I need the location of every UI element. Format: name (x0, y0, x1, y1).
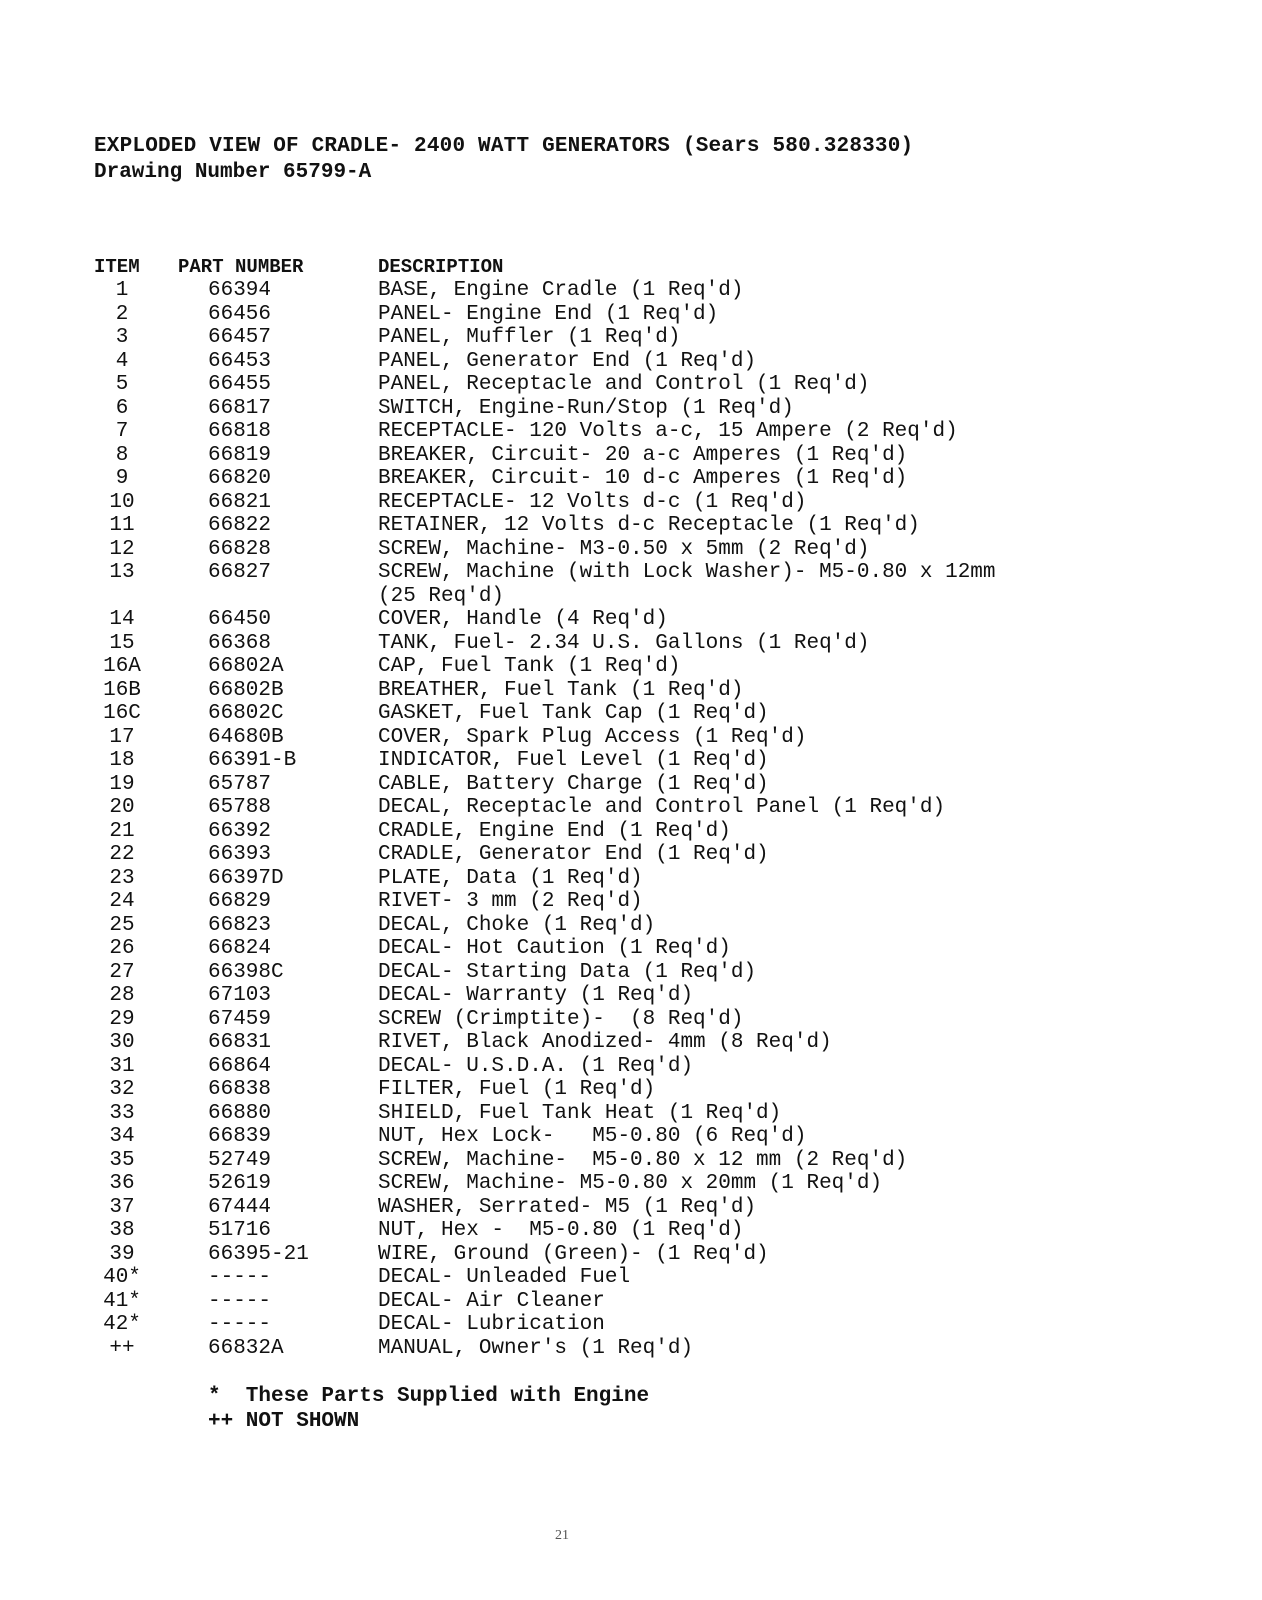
table-row (94, 843, 1214, 867)
table-row (94, 749, 1214, 773)
table-row (94, 326, 1214, 350)
part-description: COVER, Handle (4 Req'd) (378, 608, 668, 631)
item-number: 37 (109, 1195, 135, 1219)
part-description: FILTER, Fuel (1 Req'd) (378, 1078, 656, 1101)
part-number: 67444 (208, 1195, 272, 1219)
part-description: RIVET- 3 mm (2 Req'd) (378, 890, 643, 913)
item-number: 39 (109, 1242, 135, 1266)
part-description: INDICATOR, Fuel Level (1 Req'd) (378, 749, 769, 772)
part-number: ----- (208, 1266, 272, 1289)
table-row (94, 726, 1214, 750)
item-number: 29 (109, 1007, 135, 1031)
part-description: WASHER, Serrated- M5 (1 Req'd) (378, 1195, 757, 1219)
part-number: 66802C (208, 702, 284, 725)
table-row (94, 890, 1214, 914)
part-number: 64680B (208, 725, 284, 749)
part-number: 66821 (208, 490, 272, 514)
item-number: 4 (115, 349, 129, 373)
table-row (94, 1243, 1214, 1267)
part-description: DECAL- Starting Data (1 Req'd) (378, 960, 757, 984)
table-row (94, 1031, 1214, 1055)
table-row (94, 561, 1214, 608)
part-number: 66880 (208, 1101, 272, 1125)
part-number: 67103 (208, 984, 272, 1007)
item-number: 12 (109, 537, 135, 561)
table-row (94, 1172, 1214, 1196)
part-description: PLATE, Data (1 Req'd) (378, 866, 643, 890)
item-number: 13 (109, 561, 135, 584)
item-number: 28 (109, 984, 135, 1007)
table-row (94, 1219, 1214, 1243)
table-row (94, 1196, 1214, 1220)
footnotes (208, 1384, 649, 1434)
item-number: 5 (115, 373, 129, 396)
table-row (94, 303, 1214, 327)
part-number: 66823 (208, 913, 272, 937)
part-number: 66453 (208, 349, 272, 373)
part-description: BREATHER, Fuel Tank (1 Req'd) (378, 678, 744, 702)
item-number: 41* (103, 1289, 141, 1313)
table-row (94, 397, 1214, 421)
table-row (94, 514, 1214, 538)
table-row (94, 1149, 1214, 1173)
part-description: CRADLE, Generator End (1 Req'd) (378, 843, 769, 866)
item-number: 16A (103, 655, 141, 678)
table-row (94, 961, 1214, 985)
item-number: 23 (109, 866, 135, 890)
part-number: 66819 (208, 443, 272, 467)
column-header-part-number: PART NUMBER (178, 256, 304, 278)
part-description: NUT, Hex - M5-0.80 (1 Req'd) (378, 1219, 744, 1242)
part-number: 66839 (208, 1125, 272, 1148)
document-title: EXPLODED VIEW OF CRADLE- 2400 WATT GENERATORS (Sears 580.328330) (94, 135, 914, 158)
item-number: 1 (115, 279, 129, 302)
item-number: 7 (115, 420, 129, 443)
drawing-number: Drawing Number 65799-A (94, 161, 372, 184)
table-row (94, 984, 1214, 1008)
part-number: 66450 (208, 608, 272, 631)
item-number: 32 (109, 1078, 135, 1101)
table-row (94, 937, 1214, 961)
part-description: PANEL, Receptacle and Control (1 Req'd) (378, 373, 870, 396)
part-description: SCREW, Machine- M5-0.80 x 12 mm (2 Req'd) (378, 1148, 908, 1172)
part-description: BASE, Engine Cradle (1 Req'd) (378, 279, 744, 302)
part-number: 66817 (208, 396, 272, 420)
part-number: 66827 (208, 561, 272, 584)
part-description: GASKET, Fuel Tank Cap (1 Req'd) (378, 702, 769, 725)
table-row (94, 655, 1214, 679)
part-number: 66391-B (208, 749, 297, 772)
item-number: 15 (109, 631, 135, 655)
table-row (94, 679, 1214, 703)
item-number: 35 (109, 1148, 135, 1172)
part-description: MANUAL, Owner's (1 Req'd) (378, 1336, 694, 1360)
part-description: DECAL- Air Cleaner (378, 1289, 605, 1313)
table-row (94, 491, 1214, 515)
item-number: 20 (109, 796, 135, 819)
part-number: 66802B (208, 678, 284, 702)
column-header-description: DESCRIPTION (378, 256, 504, 278)
part-number: 66818 (208, 420, 272, 443)
part-description: PANEL- Engine End (1 Req'd) (378, 302, 719, 326)
table-row (94, 1008, 1214, 1032)
item-number: 19 (109, 772, 135, 796)
part-number: 66802A (208, 655, 284, 678)
part-number: 52749 (208, 1148, 272, 1172)
part-number: 66392 (208, 819, 272, 843)
part-description: SCREW (Crimptite)- (8 Req'd) (378, 1007, 744, 1031)
table-row (94, 1313, 1214, 1337)
item-number: 40* (103, 1266, 141, 1289)
part-number: 66832A (208, 1336, 284, 1360)
table-row (94, 608, 1214, 632)
part-description: SHIELD, Fuel Tank Heat (1 Req'd) (378, 1101, 782, 1125)
item-number: 30 (109, 1031, 135, 1054)
item-number: 3 (115, 326, 129, 349)
part-description: DECAL- U.S.D.A. (1 Req'd) (378, 1054, 694, 1078)
part-description: CAP, Fuel Tank (1 Req'd) (378, 655, 681, 678)
table-row (94, 632, 1214, 656)
item-number: 10 (109, 490, 135, 514)
part-number: 66393 (208, 843, 272, 866)
item-number: 2 (115, 302, 129, 326)
part-number: 66820 (208, 467, 272, 490)
part-description: RECEPTACLE- 120 Volts a-c, 15 Ampere (2 Req'd) (378, 420, 958, 443)
table-row (94, 373, 1214, 397)
part-number: 66864 (208, 1054, 272, 1078)
table-row (94, 820, 1214, 844)
item-number: 42* (103, 1313, 141, 1336)
item-number: ++ (109, 1336, 135, 1360)
table-row (94, 538, 1214, 562)
part-number: 66456 (208, 302, 272, 326)
item-number: 16C (103, 702, 141, 725)
part-description: DECAL- Warranty (1 Req'd) (378, 984, 694, 1007)
item-number: 22 (109, 843, 135, 866)
part-number: 66395-21 (208, 1242, 309, 1266)
part-description: BREAKER, Circuit- 20 a-c Amperes (1 Req'd) (378, 443, 908, 467)
part-description: TANK, Fuel- 2.34 U.S. Gallons (1 Req'd) (378, 631, 870, 655)
part-number: ----- (208, 1289, 272, 1313)
part-description: DECAL, Choke (1 Req'd) (378, 913, 656, 937)
item-number: 24 (109, 890, 135, 913)
item-number: 21 (109, 819, 135, 843)
table-row (94, 773, 1214, 797)
part-number: 52619 (208, 1172, 272, 1195)
part-number: 66829 (208, 890, 272, 913)
part-number: 66822 (208, 514, 272, 537)
item-number: 27 (109, 960, 135, 984)
part-description: PANEL, Muffler (1 Req'd) (378, 326, 681, 349)
item-number: 11 (109, 514, 135, 537)
part-description: SWITCH, Engine-Run/Stop (1 Req'd) (378, 396, 794, 420)
table-row (94, 444, 1214, 468)
table-row (94, 867, 1214, 891)
part-number: 66455 (208, 373, 272, 396)
item-number: 36 (109, 1172, 135, 1195)
part-description: COVER, Spark Plug Access (1 Req'd) (378, 725, 807, 749)
item-number: 33 (109, 1101, 135, 1125)
footnote-engine-parts: * These Parts Supplied with Engine (208, 1385, 650, 1408)
table-row (94, 1078, 1214, 1102)
table-header (94, 256, 1194, 280)
part-number: ----- (208, 1313, 272, 1336)
table-row (94, 420, 1214, 444)
table-row (94, 1102, 1214, 1126)
table-row (94, 467, 1214, 491)
item-number: 16B (103, 678, 141, 702)
part-number: 66828 (208, 537, 272, 561)
part-number: 66398C (208, 960, 284, 984)
item-number: 38 (109, 1219, 135, 1242)
item-number: 34 (109, 1125, 135, 1148)
item-number: 18 (109, 749, 135, 772)
table-row (94, 1125, 1214, 1149)
part-description: RECEPTACLE- 12 Volts d-c (1 Req'd) (378, 490, 807, 514)
part-number: 51716 (208, 1219, 272, 1242)
table-row (94, 350, 1214, 374)
item-number: 14 (109, 608, 135, 631)
part-description: CABLE, Battery Charge (1 Req'd) (378, 772, 769, 796)
item-number: 31 (109, 1054, 135, 1078)
footnote-not-shown: ++ NOT SHOWN (208, 1410, 360, 1433)
item-number: 26 (109, 937, 135, 960)
item-number: 9 (115, 467, 129, 490)
table-row (94, 1266, 1214, 1290)
part-description: DECAL, Receptacle and Control Panel (1 Req'd) (378, 796, 946, 819)
part-description: SCREW, Machine- M5-0.80 x 20mm (1 Req'd) (378, 1172, 883, 1195)
part-description: DECAL- Lubrication (378, 1313, 605, 1336)
part-number: 65787 (208, 772, 272, 796)
part-number: 66397D (208, 866, 284, 890)
part-number: 65788 (208, 796, 272, 819)
part-description: DECAL- Unleaded Fuel (378, 1266, 631, 1289)
part-description: PANEL, Generator End (1 Req'd) (378, 349, 757, 373)
part-number: 67459 (208, 1007, 272, 1031)
table-row (94, 702, 1214, 726)
table-row (94, 1055, 1214, 1079)
table-row (94, 796, 1214, 820)
part-description: RIVET, Black Anodized- 4mm (8 Req'd) (378, 1031, 832, 1054)
page-number: 21 (555, 1528, 569, 1543)
part-number: 66838 (208, 1078, 272, 1101)
part-number: 66394 (208, 279, 272, 302)
table-row (94, 1290, 1214, 1314)
item-number: 6 (115, 396, 129, 420)
part-description: CRADLE, Engine End (1 Req'd) (378, 819, 731, 843)
part-number: 66824 (208, 937, 272, 960)
item-number: 17 (109, 725, 135, 749)
part-description: DECAL- Hot Caution (1 Req'd) (378, 937, 731, 960)
column-header-item: ITEM (94, 256, 140, 278)
part-description: SCREW, Machine (with Lock Washer)- M5-0.80 x 12mm (25 Req'd) (378, 561, 996, 608)
table-row (94, 1337, 1214, 1361)
part-description: WIRE, Ground (Green)- (1 Req'd) (378, 1242, 769, 1266)
part-description: SCREW, Machine- M3-0.50 x 5mm (2 Req'd) (378, 537, 870, 561)
parts-table (94, 279, 1214, 1360)
table-row (94, 279, 1214, 303)
table-row (94, 914, 1214, 938)
part-description: NUT, Hex Lock- M5-0.80 (6 Req'd) (378, 1125, 807, 1148)
part-number: 66831 (208, 1031, 272, 1054)
item-number: 8 (115, 443, 129, 467)
part-number: 66457 (208, 326, 272, 349)
part-number: 66368 (208, 631, 272, 655)
part-description: BREAKER, Circuit- 10 d-c Amperes (1 Req'd) (378, 467, 908, 490)
item-number: 25 (109, 913, 135, 937)
part-description: RETAINER, 12 Volts d-c Receptacle (1 Req'd) (378, 514, 920, 537)
